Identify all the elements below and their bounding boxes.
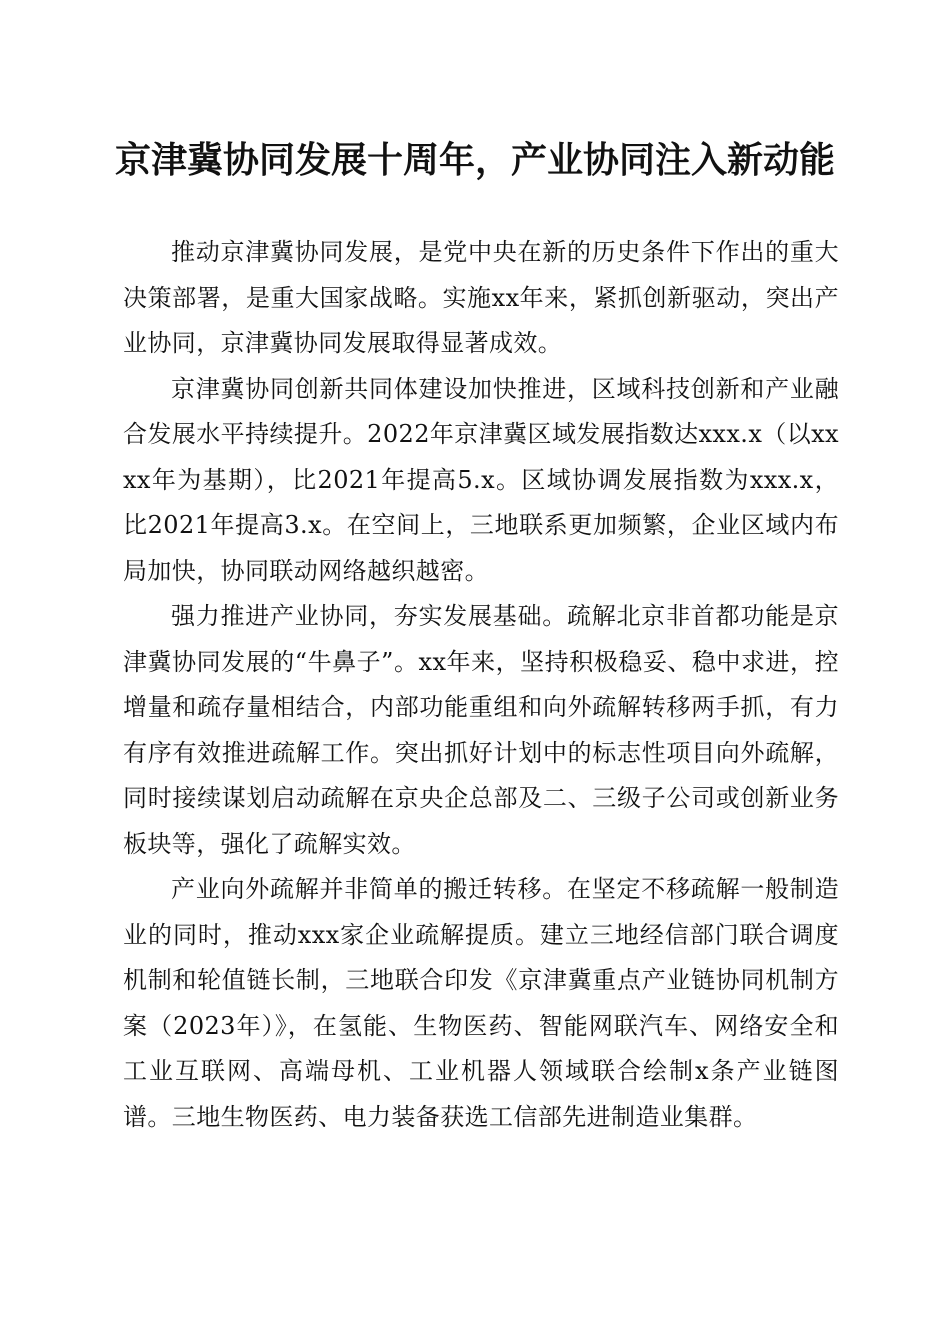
document-title: 京津冀协同发展十周年，产业协同注入新动能 (114, 139, 835, 181)
paragraph-3: 强力推进产业协同，夯实发展基础。疏解北京非首都功能是京津冀协同发展的“牛鼻子”。xx年来，坚持积极稳妥、稳中求进，控增量和疏存量相结合，内部功能重组和向外疏解转移两手抓，有力有序有效推进疏解工作。突出抓好计划中的标志性项目向外疏解，同时接续谋划启动疏解在京央企总部及二、三级子公司或创新业务板块等，强化了疏解实效。 (123, 602, 839, 858)
paragraph-2: 京津冀协同创新共同体建设加快推进，区域科技创新和产业融合发展水平持续提升。2022年京津冀区域发展指数达xxx.x（以xxxx年为基期），比2021年提高5.x。区域协调发展指数为xxx.x，比2021年提高3.x。在空间上，三地联系更加频繁，企业区域内布局加快，协同联动网络越织越密。 (123, 374, 839, 585)
paragraph-4: 产业向外疏解并非简单的搬迁转移。在坚定不移疏解一般制造业的同时，推动xxx家企业疏解提质。建立三地经信部门联合调度机制和轮值链长制，三地联合印发《京津冀重点产业链协同机制方案（2023年）》，在氢能、生物医药、智能网联汽车、网络安全和工业互联网、高端母机、工业机器人领域联合绘制x条产业链图谱。三地生物医药、电力装备获选工信部先进制造业集群。 (123, 875, 839, 1131)
paragraph-1: 推动京津冀协同发展，是党中央在新的历史条件下作出的重大决策部署，是重大国家战略。实施xx年来，紧抓创新驱动，突出产业协同，京津冀协同发展取得显著成效。 (123, 238, 839, 357)
document-body (123, 230, 839, 1140)
